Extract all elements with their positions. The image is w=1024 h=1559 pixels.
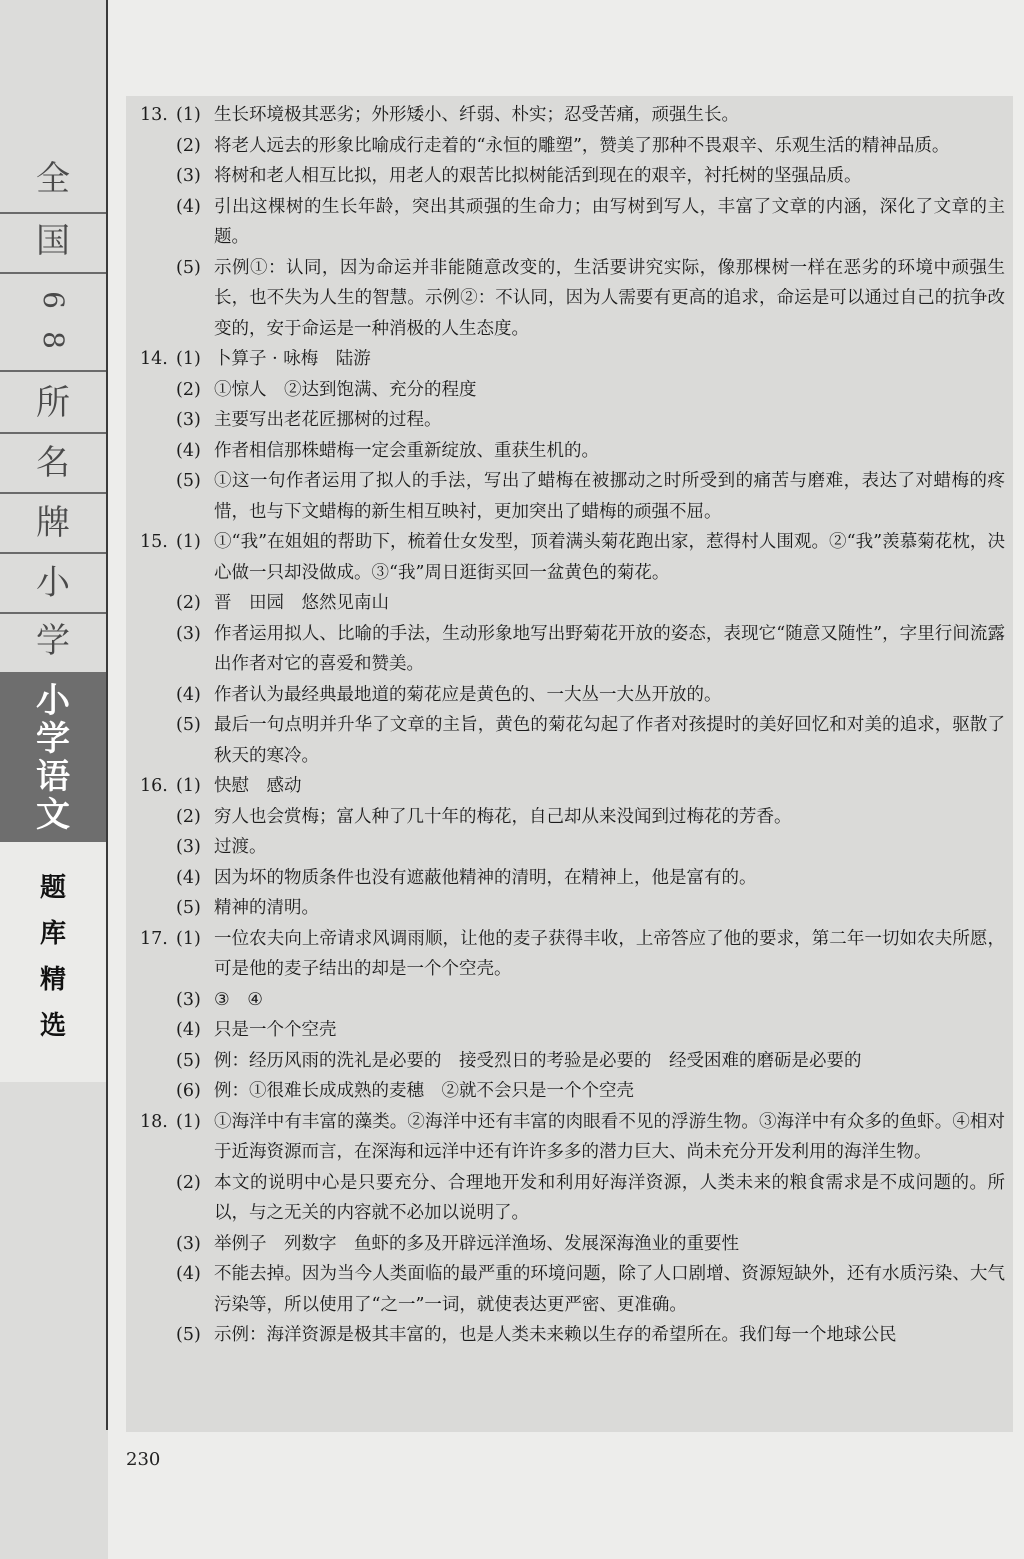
answer-text: 主要写出老花匠挪树的过程。 (214, 410, 442, 430)
indent (140, 1046, 176, 1077)
answer-text: 将老人远去的形象比喻成行走着的“永恒的雕塑”，赞美了那种不畏艰辛、乐观生活的精神品质。 (214, 135, 950, 156)
answer-text: 只是一个个空壳 (214, 1020, 337, 1040)
indent (140, 893, 176, 924)
part-label: (1) (176, 349, 201, 369)
answer-text: 将树和老人相互比拟，用老人的艰苦比拟树能活到现在的艰辛，衬托树的坚强品质。 (214, 166, 862, 186)
subject-char: 文 (36, 795, 70, 835)
section-char: 选 (39, 1011, 66, 1041)
answer-row (140, 710, 1005, 771)
indent (140, 161, 176, 192)
sidebar-char: 8 (37, 331, 70, 349)
answer-text: ①这一句作者运用了拟人的手法，写出了蜡梅在被挪动之时所受到的痛苦与磨难，表达了对蜡梅的疼惜，也与下文蜡梅的新生相互映衬，更加突出了蜡梅的顽强不屈。 (214, 471, 1005, 522)
indent (140, 1320, 176, 1351)
indent (140, 466, 176, 527)
part-label: (2) (176, 593, 201, 613)
part-label: (4) (176, 1020, 201, 1040)
question-block (140, 924, 1005, 1107)
answer-row (140, 1229, 1005, 1260)
part-label: (5) (176, 471, 201, 491)
part-label: (3) (176, 837, 201, 857)
question-block (140, 527, 1005, 771)
part-label: (4) (176, 867, 201, 888)
answer-content (140, 100, 1005, 1351)
answer-text: 示例①：认同，因为命运并非能随意改变的，生活要讲究实际，像那棵树一样在恶劣的环境中顽强生长，也不失为人生的智慧。示例②：不认同，因为人需要有更高的追求，命运是可以通过自己的抗争改变的，安于命运是一种消极的人生态度。 (214, 257, 1005, 339)
answer-row (140, 100, 1005, 131)
answer-text: 快慰 感动 (214, 776, 302, 796)
question-number: 14. (140, 349, 168, 369)
part-label: (5) (176, 898, 201, 918)
answer-text: 本文的说明中心是只要充分、合理地开发和利用好海洋资源，人类未来的粮食需求是不成问题的。所以，与之无关的内容就不必加以说明了。 (214, 1172, 1005, 1223)
answer-text: 作者运用拟人、比喻的手法，生动形象地写出野菊花开放的姿态，表现它“随意又随性”，字里行间流露出作者对它的喜爱和赞美。 (214, 623, 1005, 674)
indent (140, 832, 176, 863)
indent (140, 802, 176, 833)
answer-text: 生长环境极其恶劣；外形矮小、纤弱、朴实；忍受苦痛，顽强生长。 (214, 105, 739, 125)
part-label: (3) (176, 623, 201, 644)
indent (140, 253, 176, 345)
sidebar-rule (0, 612, 106, 614)
answer-row (140, 527, 1005, 588)
sidebar-char: 牌 (36, 503, 70, 543)
answer-row (140, 619, 1005, 680)
sidebar-divider (106, 0, 108, 1430)
sidebar-char: 名 (36, 443, 70, 483)
indent (140, 436, 176, 467)
part-label: (1) (176, 928, 201, 949)
part-label: (3) (176, 166, 201, 186)
section-char: 库 (39, 919, 66, 949)
answer-row (140, 436, 1005, 467)
part-label: (2) (176, 379, 201, 400)
sidebar-char: 6 (37, 291, 70, 309)
question-number: 13. (140, 105, 168, 125)
answer-text: 例：经历风雨的洗礼是必要的 接受烈日的考验是必要的 经受困难的磨砺是必要的 (214, 1050, 862, 1071)
indent (140, 1076, 176, 1107)
section-char: 题 (39, 873, 66, 903)
section-char: 精 (39, 965, 66, 995)
answer-text: 因为坏的物质条件也没有遮蔽他精神的清明，在精神上，他是富有的。 (214, 867, 757, 888)
page-number: 230 (126, 1449, 161, 1470)
answer-row (140, 466, 1005, 527)
answer-row (140, 1320, 1005, 1351)
indent (140, 863, 176, 894)
answer-text: ①“我”在姐姐的帮助下，梳着仕女发型，顶着满头菊花跑出家，惹得村人围观。②“我”羡慕菊花枕，决心做一只却没做成。③“我”周日逛街买回一盆黄色的菊花。 (214, 532, 1005, 583)
answer-row (140, 405, 1005, 436)
indent (140, 680, 176, 711)
indent (140, 131, 176, 162)
answer-text: ①惊人 ②达到饱满、充分的程度 (214, 379, 477, 400)
part-label: (1) (176, 105, 201, 125)
answer-row (140, 924, 1005, 985)
answer-text: 一位农夫向上帝请求风调雨顺，让他的麦子获得丰收，上帝答应了他的要求，第二年一切如农夫所愿，可是他的麦子结出的却是一个个空壳。 (214, 928, 1005, 979)
part-label: (2) (176, 1172, 201, 1193)
sidebar-rule (0, 370, 106, 372)
answer-row (140, 863, 1005, 894)
indent (140, 588, 176, 619)
part-label: (1) (176, 776, 201, 796)
answer-row (140, 985, 1005, 1016)
answer-text: 作者认为最经典最地道的菊花应是黄色的、一大丛一大丛开放的。 (214, 684, 722, 705)
answer-row (140, 1168, 1005, 1229)
question-number: 17. (140, 928, 168, 949)
sidebar-rule (0, 212, 106, 214)
subject-char: 小 (36, 681, 70, 721)
answer-row (140, 131, 1005, 162)
answer-text: 举例子 列数字 鱼虾的多及开辟远洋渔场、发展深海渔业的重要性 (214, 1233, 739, 1254)
part-label: (4) (176, 684, 201, 705)
answer-text: ①海洋中有丰富的藻类。②海洋中还有丰富的肉眼看不见的浮游生物。③海洋中有众多的鱼虾。④相对于近海资源而言，在深海和远洋中还有许许多多的潜力巨大、尚未充分开发利用的海洋生物。 (214, 1111, 1005, 1162)
sidebar-char: 国 (36, 221, 70, 261)
question-block (140, 100, 1005, 344)
answer-row (140, 802, 1005, 833)
answer-text: 穷人也会赏梅；富人种了几十年的梅花，自己却从来没闻到过梅花的芳香。 (214, 806, 792, 827)
answer-row (140, 344, 1005, 375)
part-label: (4) (176, 440, 201, 461)
sidebar-rule (0, 552, 106, 554)
question-block (140, 771, 1005, 924)
answer-text: 引出这棵树的生长年龄，突出其顽强的生命力；由写树到写人，丰富了文章的内涵，深化了文章的主题。 (214, 196, 1005, 247)
sidebar-rule (0, 432, 106, 434)
subject-char: 语 (36, 757, 70, 797)
answer-row (140, 192, 1005, 253)
answer-row (140, 161, 1005, 192)
part-label: (3) (176, 410, 201, 430)
subject-label (0, 682, 106, 834)
answer-text: 最后一句点明并升华了文章的主旨，黄色的菊花勾起了作者对孩提时的美好回忆和对美的追求，驱散了秋天的寒冷。 (214, 715, 1005, 766)
indent (140, 1168, 176, 1229)
part-label: (5) (176, 1050, 201, 1071)
sidebar-char: 学 (36, 621, 70, 661)
answer-text: 过渡。 (214, 837, 267, 857)
answer-text: 作者相信那株蜡梅一定会重新绽放、重获生机的。 (214, 440, 599, 461)
part-label: (4) (176, 196, 201, 217)
answer-row (140, 1046, 1005, 1077)
answer-text: 精神的清明。 (214, 898, 319, 918)
sidebar-char: 小 (36, 563, 70, 603)
subject-char: 学 (36, 719, 70, 759)
answer-row (140, 1076, 1005, 1107)
part-label: (3) (176, 989, 201, 1010)
part-label: (2) (176, 806, 201, 827)
part-label: (6) (176, 1081, 201, 1101)
indent (140, 375, 176, 406)
indent (140, 985, 176, 1016)
answer-text: 示例：海洋资源是极其丰富的，也是人类未来赖以生存的希望所在。我们每一个地球公民 (214, 1325, 897, 1345)
part-label: (3) (176, 1233, 201, 1254)
answer-row (140, 771, 1005, 802)
indent (140, 405, 176, 436)
indent (140, 710, 176, 771)
indent (140, 1229, 176, 1260)
part-label: (4) (176, 1264, 201, 1284)
question-number: 16. (140, 776, 168, 796)
indent (140, 1015, 176, 1046)
indent (140, 619, 176, 680)
indent (140, 1259, 176, 1320)
question-block (140, 1107, 1005, 1351)
part-label: (5) (176, 1325, 201, 1345)
sidebar-rule (0, 492, 106, 494)
answer-row (140, 893, 1005, 924)
indent (140, 192, 176, 253)
answer-text: 例：①很难长成成熟的麦穗 ②就不会只是一个个空壳 (214, 1081, 634, 1101)
part-label: (1) (176, 532, 201, 552)
question-block (140, 344, 1005, 527)
answer-row (140, 680, 1005, 711)
answer-text: ③ ④ (214, 989, 263, 1010)
sidebar-char: 全 (36, 159, 70, 199)
part-label: (5) (176, 715, 201, 735)
answer-text: 不能去掉。因为当今人类面临的最严重的环境问题，除了人口剧增、资源短缺外，还有水质污染、大气污染等，所以使用了“之一”一词，就使表达更严密、更准确。 (214, 1264, 1005, 1315)
answer-row (140, 375, 1005, 406)
answer-row (140, 832, 1005, 863)
question-number: 15. (140, 532, 168, 552)
section-label (0, 865, 106, 1049)
answer-text: 卜算子 · 咏梅 陆游 (214, 349, 371, 369)
answer-row (140, 1107, 1005, 1168)
answer-text: 晋 田园 悠然见南山 (214, 593, 389, 613)
answer-row (140, 253, 1005, 345)
answer-row (140, 588, 1005, 619)
question-number: 18. (140, 1111, 168, 1132)
answer-row (140, 1015, 1005, 1046)
part-label: (5) (176, 257, 201, 278)
part-label: (1) (176, 1111, 201, 1132)
answer-row (140, 1259, 1005, 1320)
sidebar-char: 所 (36, 383, 70, 423)
part-label: (2) (176, 135, 201, 156)
